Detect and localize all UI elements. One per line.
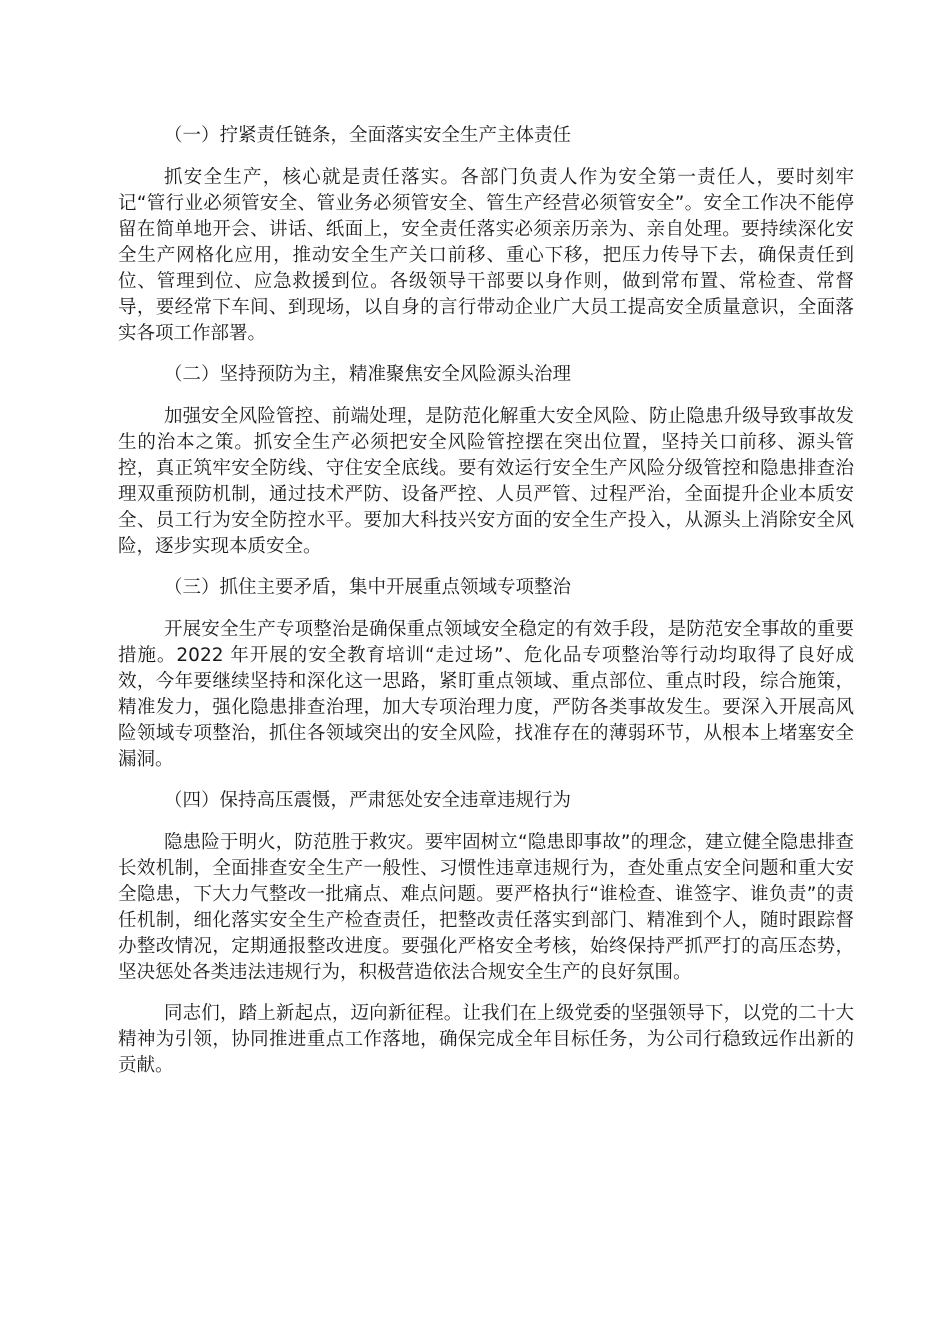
section-paragraph: 加强安全风险管控、前端处理，是防范化解重大安全风险、防止隐患升级导致事故发生的治本之策。抓安全生产必须把安全风险管控摆在突出位置，坚持关口前移、源头管控，真正筑牢安全防线、守住安全底线。要有效运行安全生产风险分级管控和隐患排查治理双重预防机制，通过技术严防、设备严控、人员严管、过程严治，全面提升企业本质安全、员工行为安全防控水平。要加大科技兴安方面的安全生产投入，从源头上消除安全风险，逐步实现本质安全。 bbox=[118, 406, 854, 557]
section-paragraph: 抓安全生产，核心就是责任落实。各部门负责人作为安全第一责任人，要时刻牢记“管行业必须管安全、管业务必须管安全、管生产经营必须管安全”。安全工作决不能停留在简单地开会、讲话、纸面上，安全责任落实必须亲历亲为、亲自处理。要持续深化安全生产网格化应用，推动安全生产关口前移、重心下移，把压力传导下去，确保责任到位、管理到位、应急救援到位。各级领导干部要以身作则，做到常布置、常检查、常督导，要经常下车间、到现场，以自身的言行带动企业广大员工提高安全质量意识，全面落实各项工作部署。 bbox=[118, 167, 854, 344]
section-heading: （三）抓住主要矛盾，集中开展重点领域专项整治 bbox=[164, 577, 572, 598]
section-heading: （二）坚持预防为主，精准聚焦安全风险源头治理 bbox=[164, 364, 572, 385]
section-heading: （四）保持高压震慑，严肃惩处安全违章违规行为 bbox=[164, 790, 572, 811]
section-paragraph: 隐患险于明火，防范胜于救灾。要牢固树立“隐患即事故”的理念，建立健全隐患排查长效机制，全面排查安全生产一般性、习惯性违章违规行为，查处重点安全问题和重大安全隐患，下大力气整改一批痛点、难点问题。要严格执行“谁检查、谁签字、谁负责”的责任机制，细化落实安全生产检查责任，把整改责任落实到部门、精准到个人，随时跟踪督办整改情况，定期通报整改进度。要强化严格安全考核，始终保持严抓严打的高压态势，坚决惩处各类违法违规行为，积极营造依法合规安全生产的良好氛围。 bbox=[118, 832, 854, 983]
document-body bbox=[118, 123, 854, 1094]
section-heading: （一）拧紧责任链条，全面落实安全生产主体责任 bbox=[164, 125, 572, 146]
section-paragraph: 开展安全生产专项整治是确保重点领域安全稳定的有效手段，是防范安全事故的重要措施。2022 年开展的安全教育培训“走过场”、危化品专项整治等行动均取得了良好成效，今年要继续坚持和深化这一思路，紧盯重点领域、重点部位、重点时段，综合施策，精准发力，强化隐患排查治理，加大专项治理力度，严防各类事故发生。要深入开展高风险领域专项整治，抓住各领域突出的安全风险，找准存在的薄弱环节，从根本上堵塞安全漏洞。 bbox=[118, 619, 854, 770]
closing-paragraph: 同志们，踏上新起点，迈向新征程。让我们在上级党委的坚强领导下，以党的二十大精神为引领，协同推进重点工作落地，确保完成全年目标任务，为公司行稳致远作出新的贡献。 bbox=[118, 1003, 854, 1076]
